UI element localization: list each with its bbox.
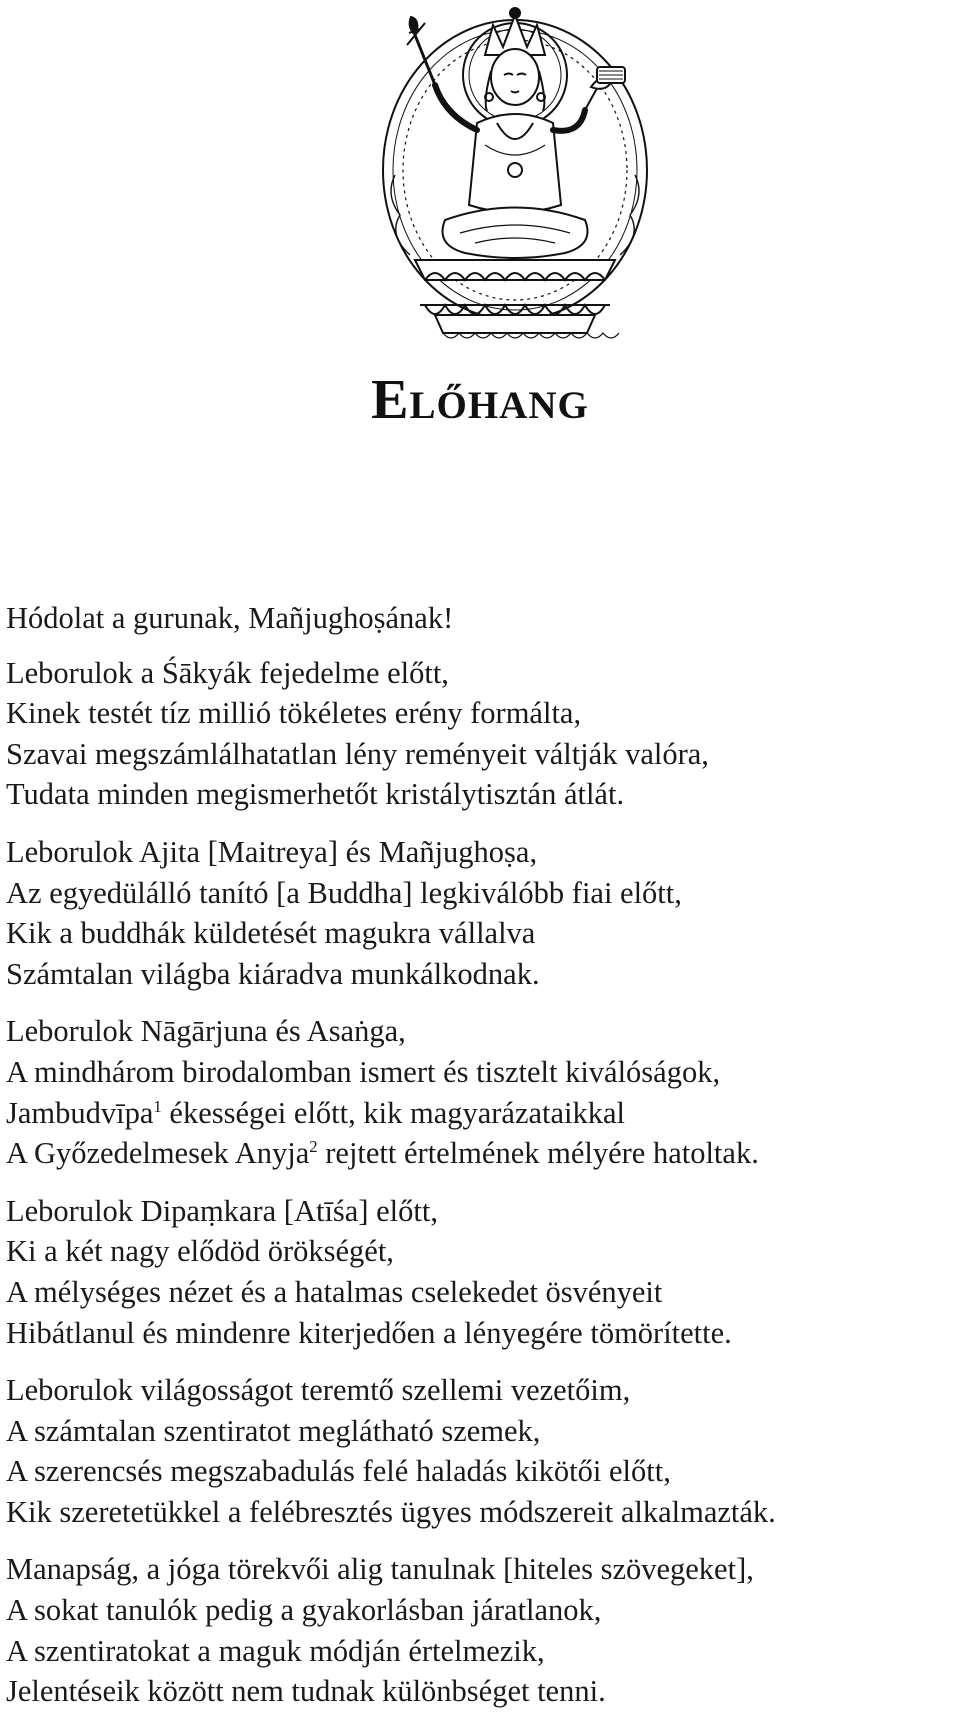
verse-line: Számtalan világba kiáradva munkálkodnak. (6, 956, 540, 991)
verse-line: Leborulok Nāgārjuna és Asaṅga, (6, 1014, 406, 1049)
verse-line: Leborulok világosságot teremtő szellemi vezetőim, (6, 1373, 631, 1408)
verse-text: ékességei előtt, kik magyarázataikkal (161, 1095, 626, 1130)
stanza-2 (6, 832, 956, 994)
stanza-4 (6, 1191, 956, 1353)
verse-line: A sokat tanulók pedig a gyakorlásban járatlanok, (6, 1593, 602, 1628)
verse-text: rejtett értelmének mélyére hatoltak. (317, 1136, 759, 1171)
verse-line: Az egyedülálló tanító [a Buddha] legkiválóbb fiai előtt, (6, 875, 682, 910)
verse-line: Leborulok a Śākyák fejedelme előtt, (6, 655, 449, 690)
verse-text: Jambudvīpa (6, 1095, 154, 1130)
verse-line: A mélységes nézet és a hatalmas cselekedet ösvényeit (6, 1274, 663, 1309)
verse-line: Leborulok Dipaṃkara [Atīśa] előtt, (6, 1193, 438, 1228)
verse-line: A szerencsés megszabadulás felé haladás kikötői előtt, (6, 1454, 671, 1489)
footnote-ref-1[interactable]: 1 (153, 1096, 162, 1116)
chapter-title: Előhang (371, 369, 589, 431)
manjushri-deity-illustration-icon (365, 5, 665, 350)
stanza-5 (6, 1370, 956, 1532)
verse-line (6, 1093, 956, 1134)
verse-line: Leborulok Ajita [Maitreya] és Mañjughoṣa, (6, 834, 538, 869)
verse-line: Kinek testét tíz millió tökéletes erény formálta, (6, 696, 582, 731)
verse-line: Manapság, a jóga törekvői alig tanulnak [hiteles szövegeket], (6, 1552, 754, 1587)
verse-line (6, 1133, 956, 1174)
poem-text (6, 598, 956, 1729)
verse-line: Kik a buddhák küldetését magukra vállalva (6, 916, 536, 951)
verse-line: Tudata minden megismerhetőt kristálytisztán átlát. (6, 777, 625, 812)
footnote-ref-2[interactable]: 2 (309, 1136, 318, 1156)
verse-line: A mindhárom birodalomban ismert és tisztelt kiválóságok, (6, 1054, 721, 1089)
verse-line: Ki a két nagy elődöd örökségét, (6, 1234, 394, 1269)
verse-line: Kik szeretetükkel a felébresztés ügyes módszereit alkalmazták. (6, 1494, 776, 1529)
verse-line: Szavai megszámlálhatatlan lény reményeit váltják valóra, (6, 736, 709, 771)
verse-line: A szentiratokat a maguk módján értelmezik, (6, 1633, 545, 1668)
stanza-3 (6, 1011, 956, 1173)
verse-text: A Győzedelmesek Anyja (6, 1136, 310, 1171)
stanza-6 (6, 1549, 956, 1711)
stanza-1 (6, 653, 956, 815)
verse-line: A számtalan szentiratot meglátható szemek, (6, 1413, 541, 1448)
verse-line: Jelentéseik között nem tudnak különbséget tenni. (6, 1674, 606, 1709)
dedication-line: Hódolat a gurunak, Mañjughoṣának! (6, 601, 454, 635)
verse-line: Hibátlanul és mindenre kiterjedően a lényegére tömörítette. (6, 1315, 732, 1350)
